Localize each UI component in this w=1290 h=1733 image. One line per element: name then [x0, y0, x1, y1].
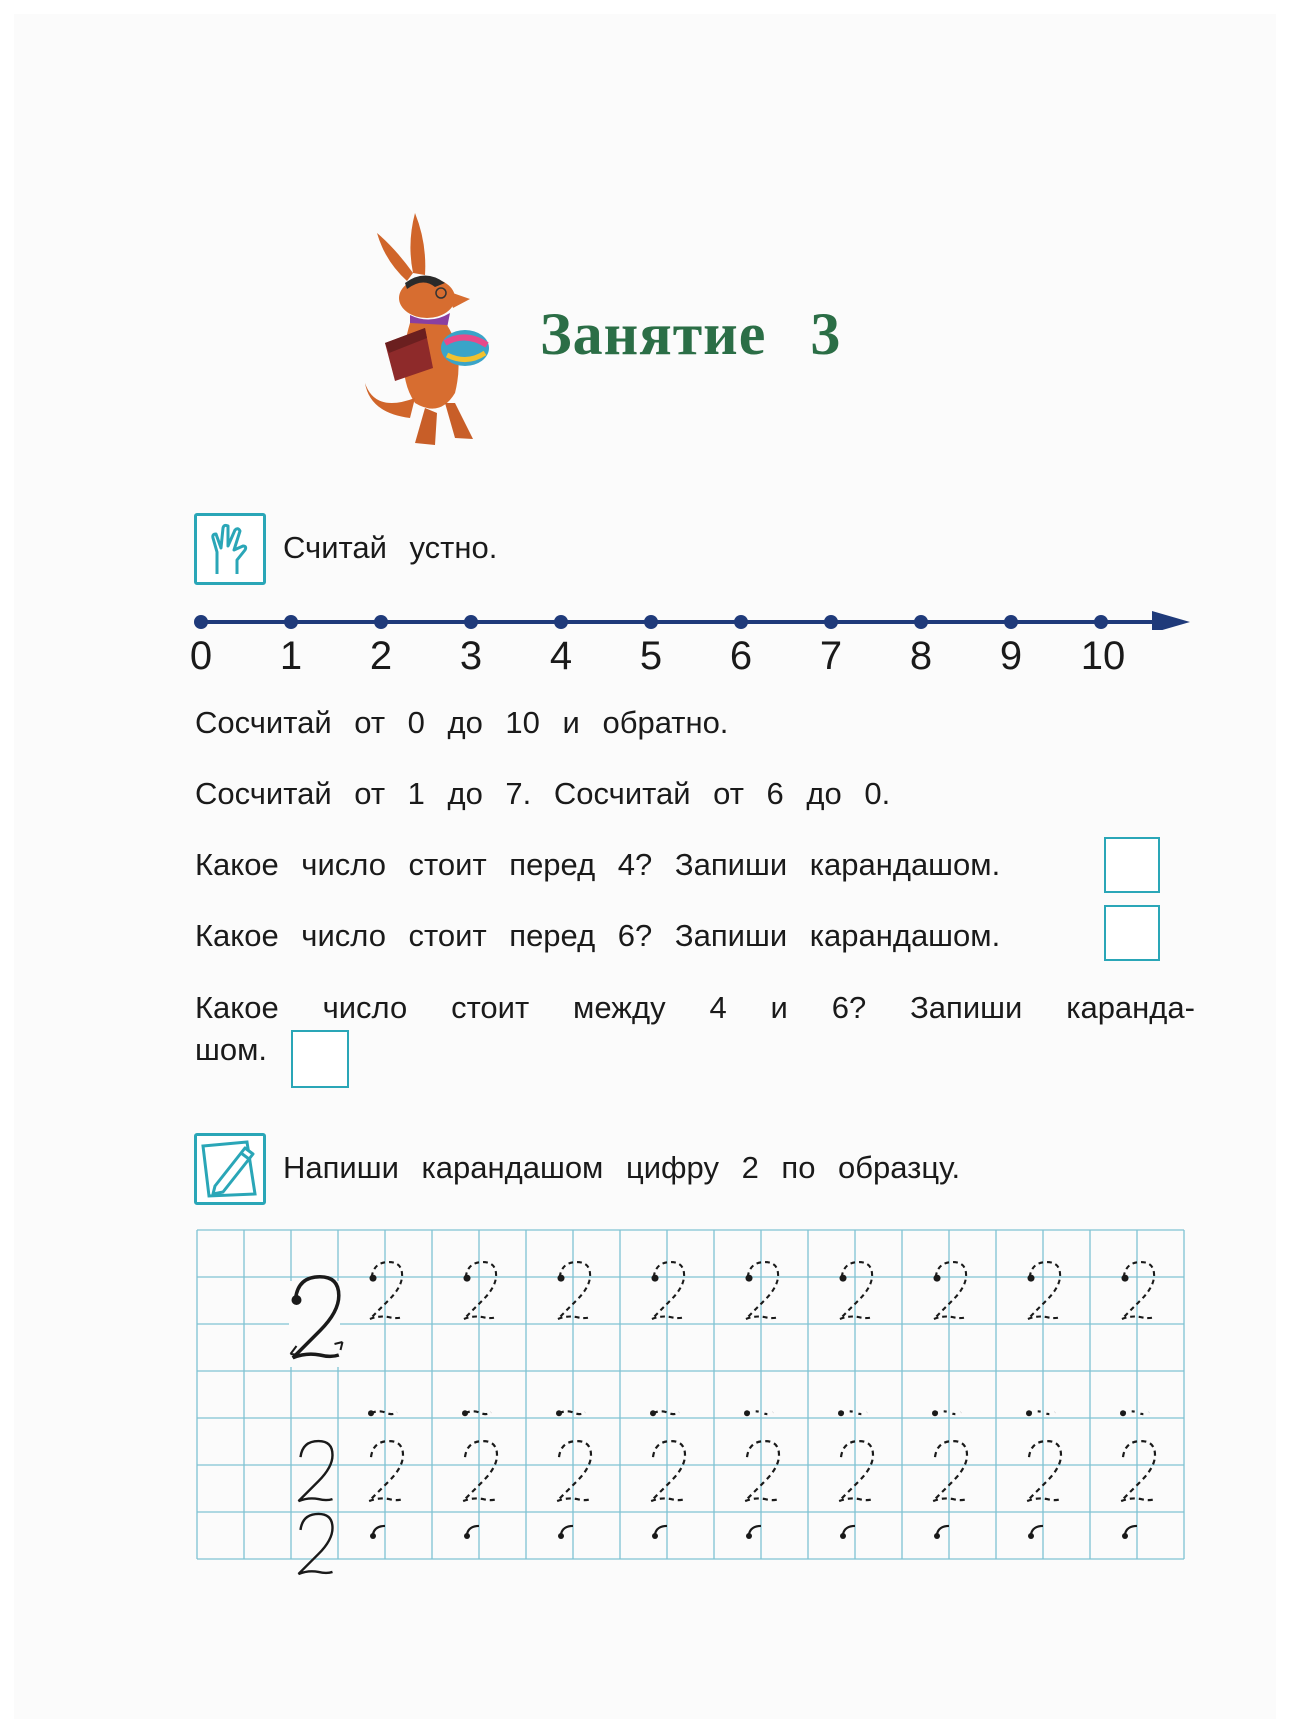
trace-digit-2	[369, 1441, 403, 1501]
trace-digit-2	[558, 1262, 590, 1319]
trace-stroke	[747, 1411, 773, 1414]
number-line-label: 4	[549, 634, 573, 678]
number-line-label: 1	[279, 634, 303, 678]
start-dot-icon	[650, 1410, 656, 1416]
number-line-point	[914, 615, 928, 629]
start-dot-icon	[744, 1410, 750, 1416]
trace-digit-2	[652, 1262, 684, 1319]
answer-box[interactable]	[291, 1030, 349, 1088]
start-dot-icon	[464, 1275, 471, 1282]
number-line	[190, 600, 1200, 630]
kangaroo-illustration	[355, 203, 505, 453]
word: Какое	[195, 990, 279, 1025]
trace-stroke	[467, 1526, 479, 1534]
trace-stroke	[655, 1526, 667, 1534]
trace-digit-2	[370, 1262, 402, 1319]
number-line-label: 7	[819, 634, 843, 678]
start-dot-icon	[462, 1410, 468, 1416]
number-line-point	[284, 615, 298, 629]
number-line-point	[554, 615, 568, 629]
trace-stroke	[841, 1411, 867, 1414]
answer-box[interactable]	[1104, 837, 1160, 893]
number-line-label: 3	[459, 634, 483, 678]
lesson-title: Занятие 3	[540, 301, 842, 367]
word: 4	[709, 990, 727, 1025]
start-dot-icon	[652, 1533, 658, 1539]
task1-heading: Считай устно.	[283, 530, 498, 565]
start-dot-icon	[558, 1275, 565, 1282]
word: каранда-	[1066, 990, 1195, 1025]
word: стоит	[451, 990, 530, 1025]
start-dot-icon	[1122, 1275, 1129, 1282]
task1-line: Сосчитай от 1 до 7. Сосчитай от 6 до 0.	[195, 776, 891, 811]
number-line-point	[1004, 615, 1018, 629]
trace-stroke	[561, 1526, 573, 1534]
example-digit-2	[299, 1514, 333, 1574]
task1-line-end: шом.	[195, 1032, 268, 1067]
trace-stroke	[749, 1526, 761, 1534]
start-dot-icon	[558, 1533, 564, 1539]
task2-heading: Напиши карандашом цифру 2 по образцу.	[283, 1150, 961, 1185]
number-line-label: 0	[189, 634, 213, 678]
number-line-label: 2	[369, 634, 393, 678]
start-dot-icon	[840, 1275, 847, 1282]
start-dot-icon	[1122, 1533, 1128, 1539]
trace-stroke	[935, 1411, 961, 1414]
start-dot-icon	[934, 1275, 941, 1282]
trace-digit-2	[934, 1262, 966, 1319]
trace-stroke	[373, 1526, 385, 1534]
start-dot-icon	[934, 1533, 940, 1539]
number-line-point	[734, 615, 748, 629]
word: 6?	[831, 990, 867, 1025]
number-line-point	[374, 615, 388, 629]
trace-stroke	[1123, 1411, 1149, 1414]
trace-stroke	[465, 1411, 491, 1414]
start-dot-icon	[1028, 1533, 1034, 1539]
trace-digit-2	[745, 1441, 779, 1501]
trace-stroke	[1125, 1526, 1137, 1534]
start-dot-icon	[932, 1410, 938, 1416]
start-dot-icon	[746, 1533, 752, 1539]
start-dot-icon	[464, 1533, 470, 1539]
number-line-point	[464, 615, 478, 629]
task1-line: Сосчитай от 0 до 10 и обратно.	[195, 705, 729, 740]
trace-digit-2	[840, 1262, 872, 1319]
trace-digit-2	[1028, 1262, 1060, 1319]
word: число	[322, 990, 408, 1025]
start-dot-icon	[652, 1275, 659, 1282]
pencil-writing-icon	[194, 1133, 266, 1205]
number-line-point	[644, 615, 658, 629]
number-line-point	[1094, 615, 1108, 629]
trace-digit-2	[746, 1262, 778, 1319]
trace-stroke	[1031, 1526, 1043, 1534]
start-dot-icon	[368, 1410, 374, 1416]
start-dot-icon	[746, 1275, 753, 1282]
word: и	[770, 990, 788, 1025]
trace-digit-2	[839, 1441, 873, 1501]
writing-grid[interactable]	[195, 1228, 1195, 1598]
trace-stroke	[371, 1411, 397, 1414]
start-dot-icon	[838, 1410, 844, 1416]
trace-digit-2	[1122, 1262, 1154, 1319]
task1-line-justified	[195, 990, 1195, 1026]
number-line-label: 6	[729, 634, 753, 678]
trace-digit-2	[463, 1441, 497, 1501]
number-line-label: 5	[639, 634, 663, 678]
word: Запиши	[910, 990, 1023, 1025]
number-line-point	[194, 615, 208, 629]
start-dot-icon	[1028, 1275, 1035, 1282]
trace-digit-2	[1121, 1441, 1155, 1501]
trace-digit-2	[557, 1441, 591, 1501]
task1-line: Какое число стоит перед 4? Запиши карандашом.	[195, 847, 1001, 882]
trace-digit-2	[933, 1441, 967, 1501]
trace-stroke	[653, 1411, 679, 1414]
start-dot-icon	[292, 1295, 302, 1305]
start-dot-icon	[556, 1410, 562, 1416]
number-line-point	[824, 615, 838, 629]
trace-stroke	[843, 1526, 855, 1534]
start-dot-icon	[370, 1533, 376, 1539]
trace-digit-2	[1027, 1441, 1061, 1501]
start-dot-icon	[1026, 1410, 1032, 1416]
counting-hand-icon	[194, 513, 266, 585]
example-digit-2	[299, 1441, 333, 1501]
number-line-label: 8	[909, 634, 933, 678]
trace-stroke	[937, 1526, 949, 1534]
answer-box[interactable]	[1104, 905, 1160, 961]
start-dot-icon	[370, 1275, 377, 1282]
trace-digit-2	[651, 1441, 685, 1501]
trace-stroke	[559, 1411, 585, 1414]
task1-line: Какое число стоит перед 6? Запиши карандашом.	[195, 918, 1001, 953]
start-dot-icon	[840, 1533, 846, 1539]
number-line-label: 9	[999, 634, 1023, 678]
start-dot-icon	[1120, 1410, 1126, 1416]
word: между	[573, 990, 666, 1025]
trace-digit-2	[464, 1262, 496, 1319]
trace-stroke	[1029, 1411, 1055, 1414]
number-line-label: 10	[1080, 634, 1126, 678]
